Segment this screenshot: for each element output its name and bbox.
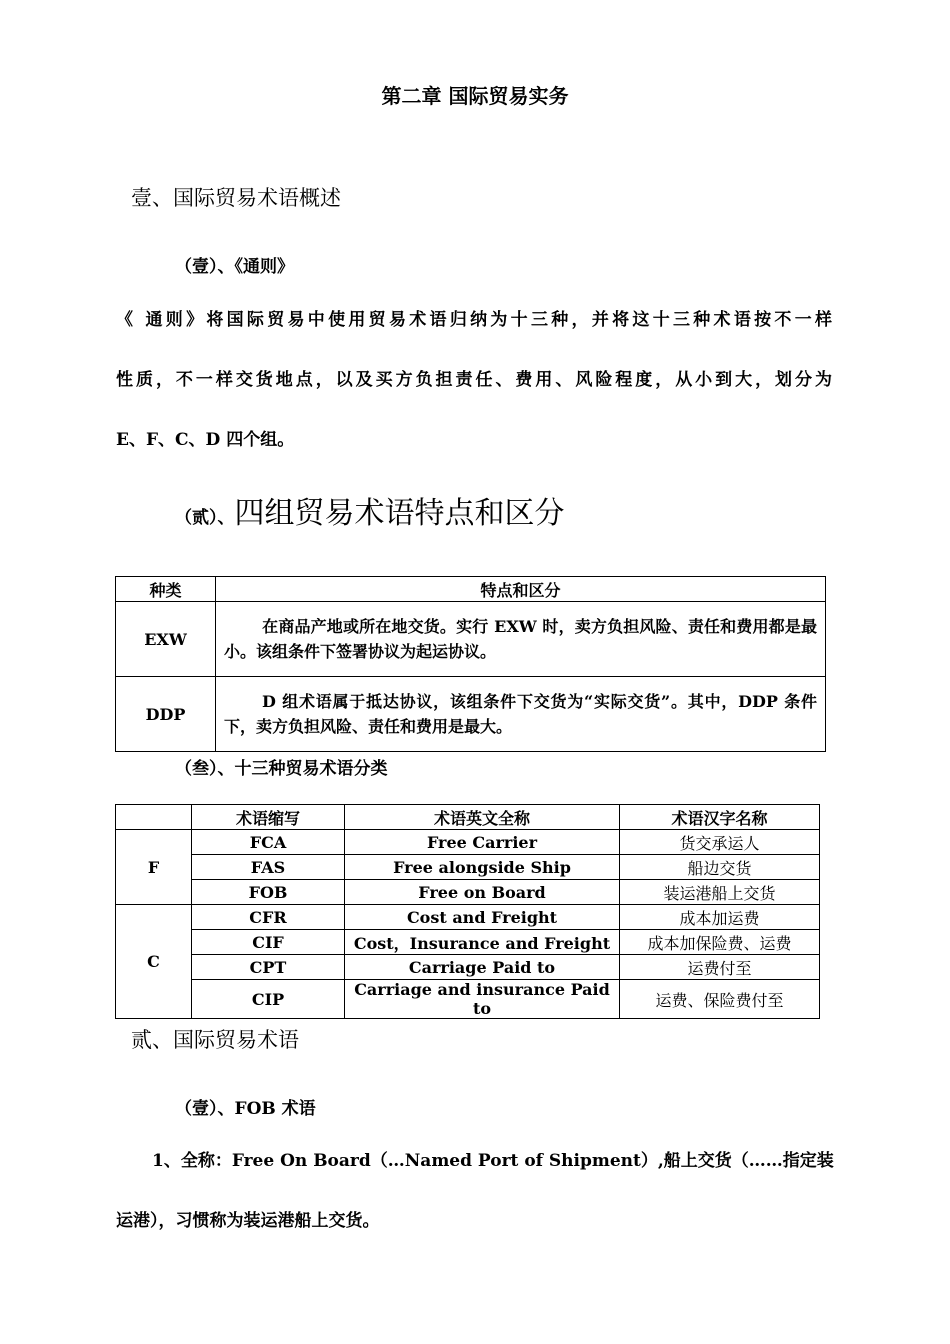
abbr-cell: CFR [192,905,345,930]
table-row [116,602,826,677]
english-cell: Cost and Freight [345,905,620,930]
paragraph-line: 《 通则》将国际贸易中使用贸易术语归纳为十三种，并将这十三种术语按不一样 [116,310,832,330]
group-cell: C [116,905,192,1019]
section2-heading: 贰、国际贸易术语 [131,1028,299,1052]
section1-heading: 壹、国际贸易术语概述 [131,186,341,210]
english-cell: Free on Board [345,880,620,905]
english-cell: Free alongside Ship [345,855,620,880]
chinese-cell: 船边交货 [620,855,820,880]
paragraph-line: 1、全称：Free On Board（…Named Port of Shipment）,船上交货（……指定装 [152,1151,834,1171]
term-groups-table [115,576,826,752]
english-cell: Carriage and insurance Paid to [345,980,620,1019]
table-row [116,930,820,955]
table-cell-kind: EXW [116,602,216,677]
table-row [116,980,820,1019]
sub2-title: 四组贸易术语特点和区分 [234,496,565,531]
paragraph-line: 运港），习惯称为装运港船上交货。 [116,1211,380,1231]
chinese-cell: 成本加运费 [620,905,820,930]
table-row [116,677,826,752]
table-row [116,855,820,880]
abbr-cell: CIF [192,930,345,955]
english-cell: Carriage Paid to [345,955,620,980]
section2-sub1-heading: （壹）、FOB 术语 [175,1099,316,1119]
chinese-cell: 运费付至 [620,955,820,980]
table-header [116,805,192,830]
paragraph-line: 性质，不一样交货地点，以及买方负担责任、费用、风险程度，从小到大，划分为 [116,370,832,390]
abbr-cell: FAS [192,855,345,880]
abbr-cell: FCA [192,830,345,855]
chinese-cell: 货交承运人 [620,830,820,855]
table-header: 术语缩写 [192,805,345,830]
abbr-cell: CIP [192,980,345,1019]
chinese-cell: 运费、保险费付至 [620,980,820,1019]
section1-sub2-heading [175,488,565,532]
table-header: 特点和区分 [216,577,826,602]
english-cell: Free Carrier [345,830,620,855]
table-row [116,830,820,855]
chinese-cell: 装运港船上交货 [620,880,820,905]
abbr-cell: CPT [192,955,345,980]
english-cell: Cost，Insurance and Freight [345,930,620,955]
section1-sub3-heading: （叁）、十三种贸易术语分类 [175,759,388,779]
paragraph-line: E、F、C、D 四个组。 [116,430,295,450]
table-cell-kind: DDP [116,677,216,752]
trade-terms-table [115,804,820,1019]
table-header: 种类 [116,577,216,602]
table-header: 术语英文全称 [345,805,620,830]
table-header: 术语汉字名称 [620,805,820,830]
chinese-cell: 成本加保险费、运费 [620,930,820,955]
table-cell-desc: D 组术语属于抵达协议，该组条件下交货为“实际交货”。其中，DDP 条件下，卖方负担风险、责任和费用是最大。 [216,677,826,752]
sub2-prefix: （贰）、 [175,508,235,528]
table-row [116,905,820,930]
abbr-cell: FOB [192,880,345,905]
section1-sub1-heading: （壹）、《通则》 [175,257,294,277]
table-row [116,955,820,980]
table-cell-desc: 在商品产地或所在地交货。实行 EXW 时，卖方负担风险、责任和费用都是最小。该组条件下签署协议为起运协议。 [216,602,826,677]
document-title: 第二章 国际贸易实务 [381,84,569,108]
group-cell: F [116,830,192,905]
table-row [116,880,820,905]
